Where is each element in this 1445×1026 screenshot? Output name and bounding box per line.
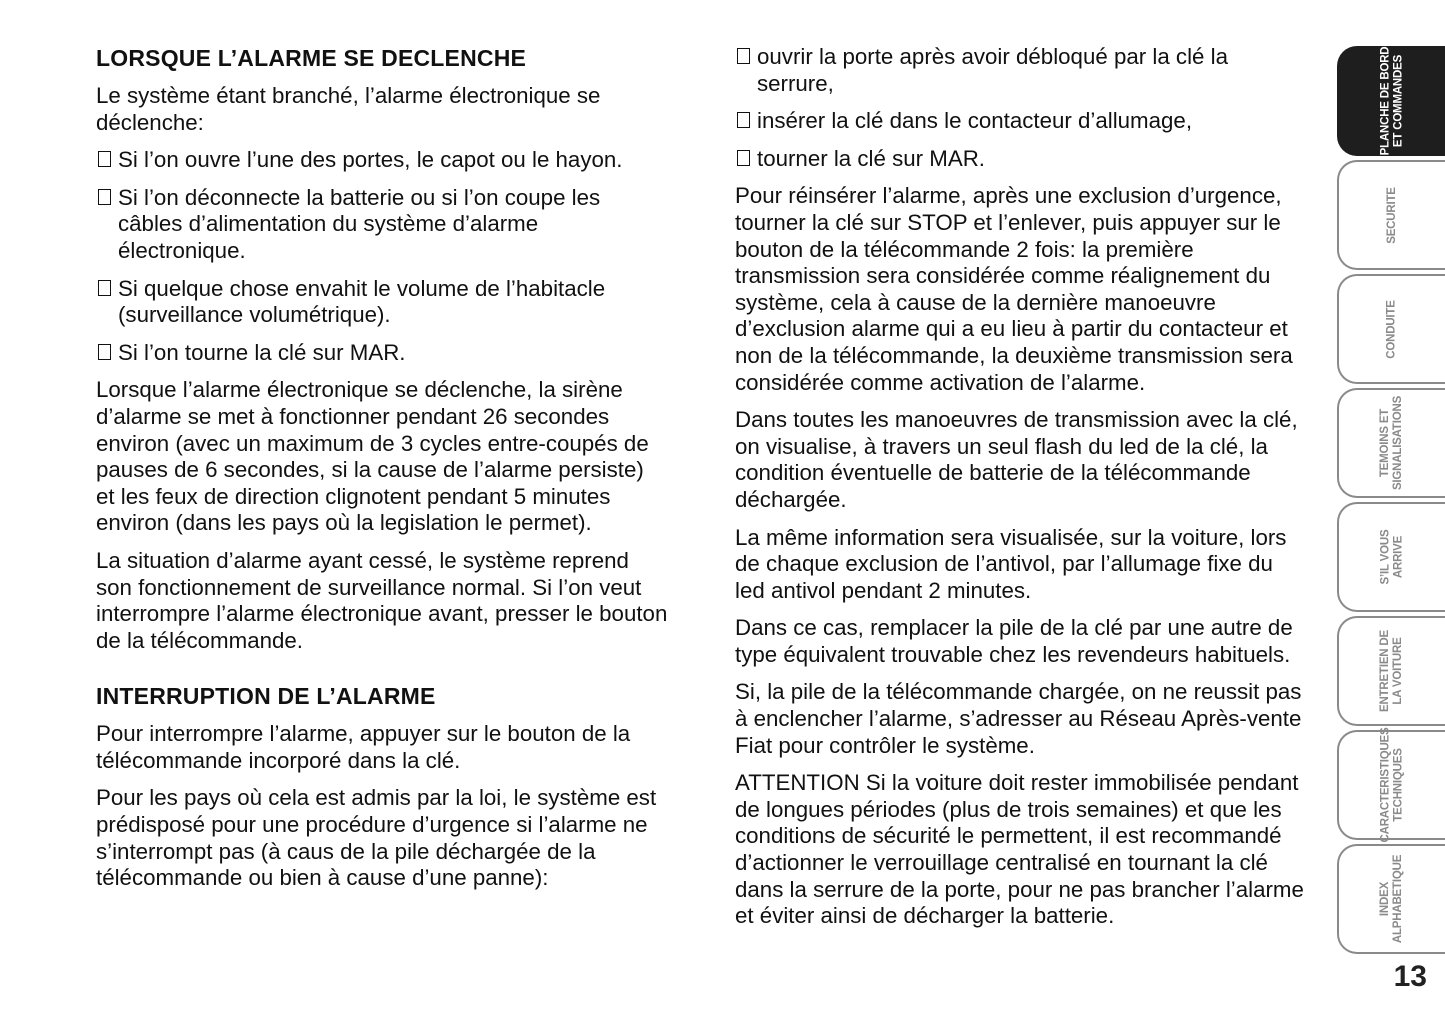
intro-paragraph: Le système étant branché, l’alarme électronique se déclenche: [96, 83, 601, 135]
tab-caracteristiques[interactable] [1337, 727, 1445, 843]
checkbox-bullet-icon [98, 151, 111, 167]
tab-sil-vous-arrive[interactable] [1337, 502, 1445, 612]
right-column [735, 44, 1307, 941]
tab-securite[interactable] [1337, 160, 1445, 270]
tab-label: CONDUITE [1385, 299, 1398, 359]
checkbox-bullet-icon [737, 112, 750, 128]
body-paragraph: Pour les pays où cela est admis par la loi, le système est prédisposé pour une procédure d’urgence si l’alarme ne s’interrompt pas (à caus de la pile déchargée de la télécommande ou bien à cause d’une panne): [96, 785, 657, 891]
checkbox-bullet-icon [737, 150, 750, 166]
checkbox-bullet-icon [98, 280, 111, 296]
body-paragraph: Pour interrompre l’alarme, appuyer sur le bouton de la télécommande incorporé dans la clé. [96, 721, 631, 773]
checkbox-bullet-icon [98, 344, 111, 360]
list-item [735, 146, 1307, 173]
tab-temoins[interactable] [1337, 388, 1445, 498]
page-number: 13 [1393, 960, 1427, 993]
tab-label: S’IL VOUS ARRIVE [1379, 529, 1404, 585]
list-item-text: insérer la clé dans le contacteur d’allumage, [757, 108, 1193, 134]
list-item [735, 108, 1307, 135]
body-paragraph: Lorsque l’alarme électronique se déclenche, la sirène d’alarme se met à fonctionner pendant 26 secondes environ (avec un maximum de 3 cycles entre-coupés de pauses de 6 secondes, si la cause de l’alarme persiste) et les feux de direction clignotent pendant 5 minutes environ (dans les pays où la legislation le permet). [96, 377, 649, 536]
list-item-text: ouvrir la porte après avoir débloqué par la clé la serrure, [757, 44, 1228, 96]
tab-label: SECURITE [1385, 186, 1398, 244]
left-column [96, 44, 668, 903]
list-item [96, 147, 668, 174]
list-item-text: Si l’on tourne la clé sur MAR. [118, 339, 406, 365]
body-paragraph: Pour réinsérer l’alarme, après une exclusion d’urgence, tourner la clé sur STOP et l’enlever, puis appuyer sur le bouton de la télécommande 2 fois: la première transmission sera considérée comme réalignement du système, cela à cause de la dernière manoeuvre d’exclusion alarme qui a eu lieu à partir du contacteur et non de la télécommande, la deuxième transmission sera considérée comme activation de l’alarme. [735, 183, 1293, 395]
checkbox-bullet-icon [98, 189, 111, 205]
list-item [96, 340, 668, 367]
list-item-text: Si l’on ouvre l’une des portes, le capot ou le hayon. [118, 147, 623, 173]
section-heading-alarm-trigger: LORSQUE L’ALARME SE DECLENCHE [96, 45, 527, 71]
body-paragraph: La situation d’alarme ayant cessé, le système reprend son fonctionnement de surveillance normal. Si l’on veut interrompre l’alarme électronique avant, presser le bouton de la télécommande. [96, 547, 668, 653]
body-paragraph: Dans toutes les manoeuvres de transmission avec la clé, on visualise, à travers un seul flash du led de la clé, la condition éventuelle de batterie de la télécommande déchargée. [735, 407, 1298, 512]
list-item [96, 276, 668, 329]
body-paragraph: La même information sera visualisée, sur la voiture, lors de chaque exclusion de l’antivol, par l’allumage fixe du led antivol pendant 2 minutes. [735, 524, 1287, 603]
list-item [735, 44, 1307, 97]
tab-planche-de-bord[interactable] [1337, 46, 1445, 156]
checkbox-bullet-icon [737, 48, 750, 64]
tab-label: INDEX ALPHABETIQUE [1378, 854, 1404, 944]
tab-index[interactable] [1337, 844, 1445, 954]
tab-conduite[interactable] [1337, 274, 1445, 384]
list-item-text: Si quelque chose envahit le volume de l’habitacle (surveillance volumétrique). [118, 275, 606, 328]
body-paragraph: Dans ce cas, remplacer la pile de la clé par une autre de type équivalent trouvable chez les revendeurs habituels. [735, 615, 1293, 667]
section-heading-alarm-interruption: INTERRUPTION DE L’ALARME [96, 683, 436, 710]
list-item [96, 185, 668, 265]
list-item-text: tourner la clé sur MAR. [757, 145, 985, 171]
warning-paragraph: ATTENTION Si la voiture doit rester immobilisée pendant de longues périodes (plus de trois semaines) et que les conditions de sécurité le permettent, il est recommandé d’actionner le verrouillage centralisé en tournant la clé dans la serrure de la porte, pour ne pas brancher l’alarme et éviter ainsi de décharger la batterie. [735, 770, 1304, 929]
tab-label: CARACTERISTIQUES TECHNIQUES [1379, 727, 1405, 843]
tab-label: ENTRETIEN DE LA VOITURE [1378, 630, 1404, 712]
list-item-text: Si l’on déconnecte la batterie ou si l’on coupe les câbles d’alimentation du système d’alarme électronique. [118, 184, 601, 263]
tab-label: PLANCHE DE BORD ET COMMANDES [1379, 46, 1404, 156]
tab-entretien[interactable] [1337, 616, 1445, 726]
body-paragraph: Si, la pile de la télécommande chargée, on ne reussit pas à enclencher l’alarme, s’adresser au Réseau Après-vente Fiat pour contrôler le système. [735, 679, 1302, 758]
tab-label: TEMOINS ET SIGNALISATIONS [1378, 395, 1404, 491]
